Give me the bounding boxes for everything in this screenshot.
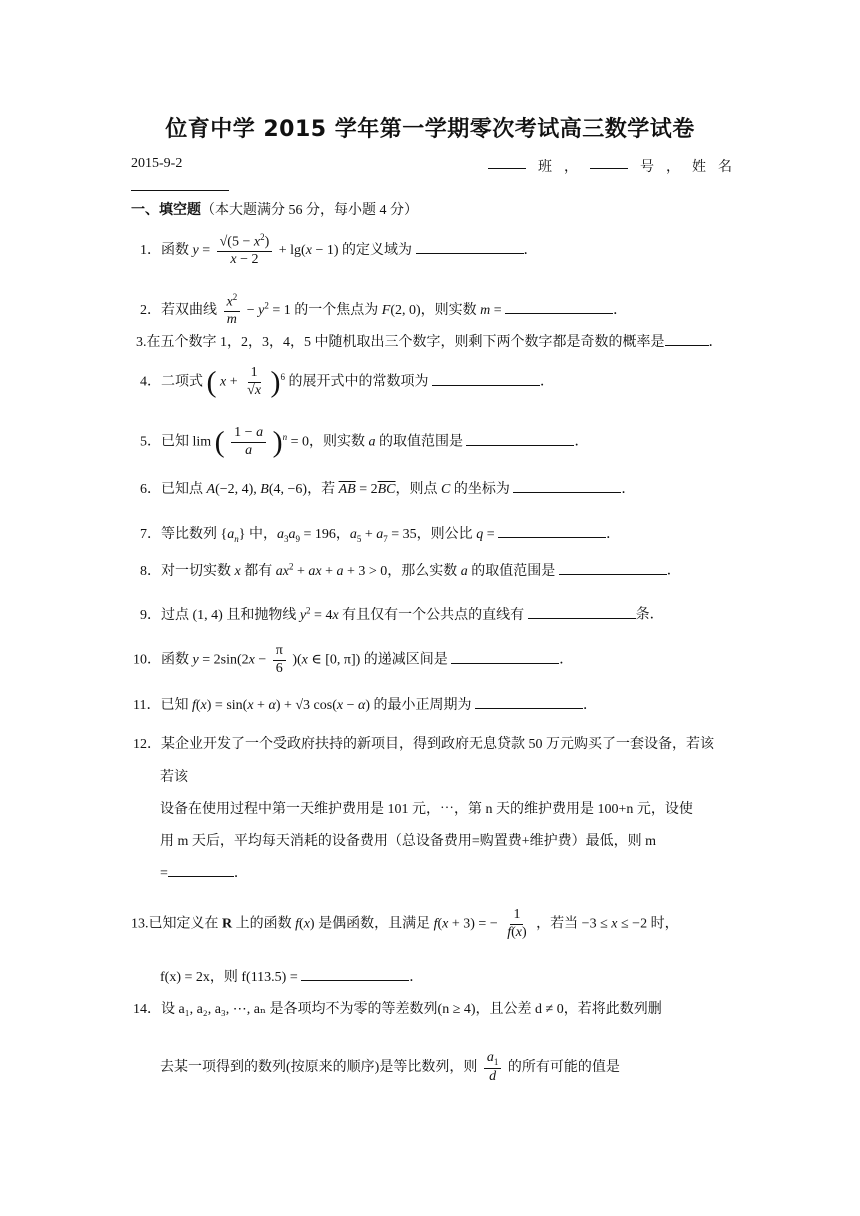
question-14: 14．设 a₁, a₂, a₃, ⋯, aₙ 是各项均不为零的等差数列(n ≥ 4)，且公差 d ≠ 0，若将此数列删 xyxy=(133,1002,662,1017)
question-11: 11．已知 f(x) = sin(x + α) + √3 cos(x − α) 的最小正周期为 ． xyxy=(133,698,598,713)
answer-blank-11[interactable] xyxy=(475,696,583,709)
question-12: 12．某企业开发了一个受政府扶持的新项目，得到政府无息贷款 50 万元购买了一套设备，若该 xyxy=(133,737,714,752)
answer-blank-4[interactable] xyxy=(432,373,540,386)
question-9: 9．过点 (1, 4) 且和抛物线 $y^2 = 4x$ 有且仅有一个公共点的直线有 条． xyxy=(140,605,664,623)
class-blank[interactable] xyxy=(488,156,526,169)
q1-fraction: $\frac{√(5 - x^2)}{x - 2}$ xyxy=(217,232,273,269)
answer-blank-7[interactable] xyxy=(498,525,606,538)
question-1: 1．函数 y = $\frac{√(5 - x^2)}{x - 2}$ + lg(x − 1) 的定义域为 ． xyxy=(140,232,538,268)
question-13: 13.已知定义在 R 上的函数 f(x) 是偶函数，且满足 f(x + 3) = − $\frac{1}{f(x)}$ ，若当 −3 ≤ x ≤ −2 时， xyxy=(131,907,679,940)
number-label: 号 xyxy=(640,160,654,175)
question-14-line2: 去某一项得到的数列(按原来的顺序)是等比数列，则 $\frac{a_1}{d}$ 的所有可能的值是 xyxy=(160,1050,620,1084)
question-3: 3.在五个数字 1，2，3，4，5 中随机取出三个数字，则剩下两个数字都是奇数的概率是 ． xyxy=(136,335,723,350)
answer-blank-3[interactable] xyxy=(665,333,709,346)
student-info-line: 班 ， 号 ， 姓 名 xyxy=(488,156,732,176)
name-blank[interactable] xyxy=(131,190,229,191)
question-13-line2: f(x) = 2x，则 f(113.5) = ． xyxy=(160,970,424,985)
question-7: 7．等比数列 $\{a_n\}$ 中，$a_3a_9 = 196$，$a_5 + a_7 = 35$，则公比 q = ． xyxy=(140,527,621,544)
exam-date: 2015-9-2 xyxy=(131,156,183,171)
answer-blank-12[interactable] xyxy=(168,864,234,877)
answer-blank-1[interactable] xyxy=(416,241,524,254)
question-5: 5．已知 lim ( $\frac{1 - a}{a}$ )$^n$ = 0，则实数 a 的取值范围是 ． xyxy=(140,425,589,459)
name-label-2: 名 xyxy=(718,160,732,175)
answer-blank-5[interactable] xyxy=(466,433,574,446)
answer-blank-9[interactable] xyxy=(528,606,636,619)
question-10: 10．函数 y = 2sin(2x − $\frac{\pi}{6}$ )(x ∈ [0, π]) 的递减区间是 ． xyxy=(133,643,574,676)
page-title: 位育中学 2015 学年第一学期零次考试高三数学试卷 xyxy=(165,117,695,142)
class-label: 班 xyxy=(538,160,552,175)
section-heading xyxy=(131,199,418,219)
answer-blank-10[interactable] xyxy=(451,651,559,664)
answer-blank-8[interactable] xyxy=(559,562,667,575)
question-6: 6．已知点 A(−2, 4), B(4, −6)，若 $\overline{AB} = 2\overline{BC}$，则点 C 的坐标为 ． xyxy=(140,482,636,497)
question-2: 2．若双曲线 $\frac{x^2}{m}$ − $y^2 = 1$ 的一个焦点为 F(2, 0)，则实数 m = ． xyxy=(140,292,628,328)
question-12-body: 若该 设备在使用过程中第一天维护费用是 101 元，⋯，第 n 天的维护费用是 100+n 元，设使 用 m 天后，平均每天消耗的设备费用（总设备费用=购置费+维护费）最低，则 m = ． xyxy=(160,770,693,881)
section-note: （本大题满分 56 分，每小题 4 分） xyxy=(201,203,418,218)
answer-blank-13[interactable] xyxy=(301,968,409,981)
section-title: 一、填空题 xyxy=(131,202,201,218)
answer-blank-6[interactable] xyxy=(513,480,621,493)
question-8: 8．对一切实数 x 都有 $ax^2$ + ax + a + 3 > 0，那么实数 a 的取值范围是 ． xyxy=(140,561,681,579)
question-4: 4．二项式 ( x + $\frac{1}{√x}$ )$^6$ 的展开式中的常数项为 ． xyxy=(140,365,555,399)
name-label-1: 姓 xyxy=(692,160,706,175)
answer-blank-2[interactable] xyxy=(505,301,613,314)
number-blank[interactable] xyxy=(590,156,628,169)
